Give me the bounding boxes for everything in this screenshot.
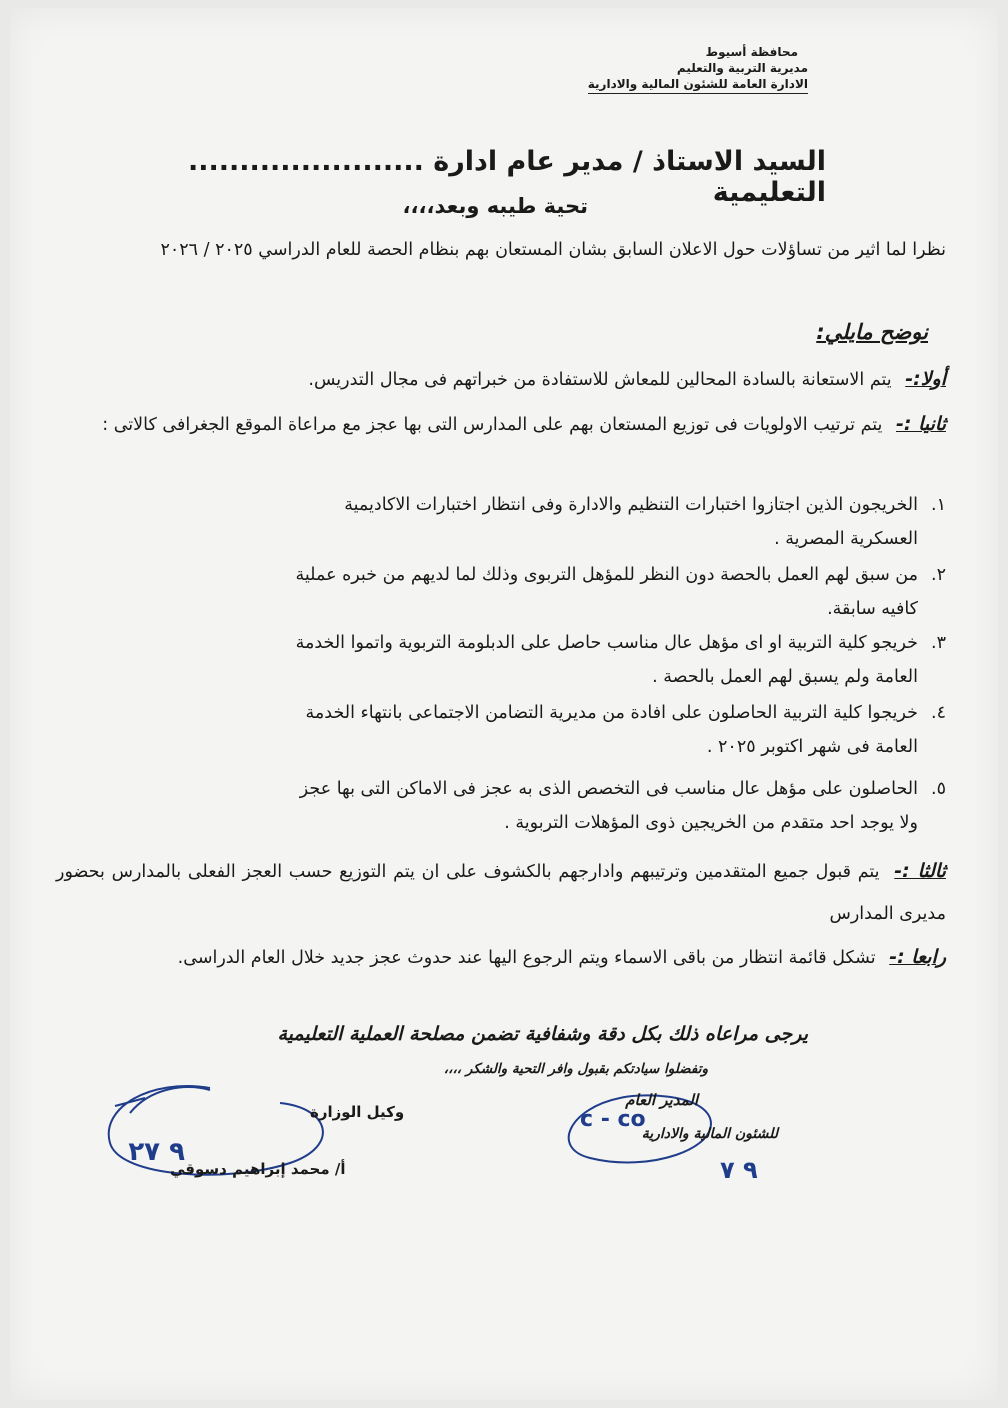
list-text: خريجو كلية التربية او اى مؤهل عال مناسب حاصل على الدبلومة التربوية واتموا الخدمة (295, 633, 918, 653)
left-signatory-title: وكيل الوزارة (310, 1103, 405, 1121)
directorate: مديرية التربية والتعليم (676, 61, 808, 75)
section-text: يتم الاستعانة بالسادة المحالين للمعاش للاستفادة من خبراتهم فى مجال التدريس. (308, 370, 892, 390)
list-number: ٤. (931, 703, 946, 723)
list-text: الحاصلون على مؤهل عال مناسب فى التخصص الذى به عجز فى الاماكن التى بها عجز (299, 779, 918, 799)
section-text: تشكل قائمة انتظار من باقى الاسماء ويتم الرجوع اليها عند حدوث عجز جديد خلال العام الدراسى. (177, 948, 876, 968)
left-signatory-name: أ/ محمد إبراهيم دسوقي (170, 1160, 346, 1178)
list-text-cont: ولا يوجد احد متقدم من الخريجين ذوى المؤهلات التربوية . (504, 813, 918, 833)
governorate: محافظة أسيوط (705, 45, 798, 59)
svg-text:٩ ٢٧: ٩ ٢٧ (128, 1137, 185, 1167)
list-text: من سبق لهم العمل بالحصة دون النظر للمؤهل التربوى وذلك لما لديهم من خبره عملية (295, 565, 918, 585)
list-text-cont: العامة ولم يسبق لهم العمل بالحصة . (652, 667, 918, 687)
section-label: أولا:- (905, 368, 946, 390)
section-text: يتم قبول جميع المتقدمين وترتيبهم وادارجهم بالكشوف على ان يتم التوزيع حسب العجز الفعلى بالمدارس بحضور مديرى المدارس (56, 862, 946, 924)
list-number: ٥. (931, 779, 946, 799)
intro-paragraph: نظرا لما اثير من تساؤلات حول الاعلان السابق بشان المستعان بهم بنظام الحصة للعام الدراسي ٢٠٢٥ / ٢٠٢٦ (160, 240, 946, 260)
section-text: يتم ترتيب الاولويات فى توزيع المستعان بهم على المدارس التى بها عجز مع مراعاة الموقع الجغرافى كالاتى : (102, 415, 883, 435)
list-text-cont: العامة فى شهر اكتوبر ٢٠٢٥ . (706, 737, 918, 757)
closing-greeting: وتفضلوا سيادتكم بقبول وافر التحية والشكر ،،،، (443, 1061, 708, 1077)
list-number: ١. (931, 495, 946, 515)
addressee: السيد الاستاذ / مدير عام ادارة ....................... التعليمية (187, 146, 826, 208)
list-item (56, 626, 946, 694)
section-label: رابعا :- (889, 946, 946, 968)
list-number: ٢. (931, 565, 946, 585)
list-text: الخريجون الذين اجتازوا اختبارات التنظيم والادارة وفى انتظار اختبارات الاكاديمية (344, 495, 918, 515)
closing-line: يرجى مراعاه ذلك بكل دقة وشفافية تضمن مصلحة العملية التعليمية (277, 1023, 808, 1045)
list-item (56, 488, 946, 556)
section-first (56, 360, 946, 399)
list-text: خريجوا كلية التربية الحاصلون على افادة من مديرية التضامن الاجتماعى بانتهاء الخدمة (305, 703, 918, 723)
list-text-cont: العسكرية المصرية . (774, 529, 918, 549)
list-item (56, 772, 946, 840)
list-item (56, 696, 946, 764)
right-signatory-dept: للشئون المالية والادارية (641, 1126, 778, 1142)
document-page (10, 8, 998, 1400)
section-fourth (56, 936, 946, 979)
greeting: تحية طيبه وبعد،،،، (402, 194, 588, 218)
section-third (56, 850, 946, 935)
clarify-heading: نوضح مايلي: (816, 320, 928, 344)
section-second (56, 404, 946, 445)
section-label: ثانيا :- (896, 413, 946, 435)
right-signatory-title: المدير العام (625, 1091, 698, 1109)
list-text-cont: كافيه سابقة. (827, 599, 918, 619)
department: الادارة العامة للشئون المالية والادارية (588, 76, 808, 94)
section-label: ثالثا :- (894, 860, 946, 882)
svg-text:٩ ٧: ٩ ٧ (720, 1156, 758, 1184)
list-number: ٣. (931, 633, 946, 653)
letterhead (468, 44, 808, 94)
list-item (56, 558, 946, 626)
svg-text:c - co: c - co (580, 1107, 646, 1132)
